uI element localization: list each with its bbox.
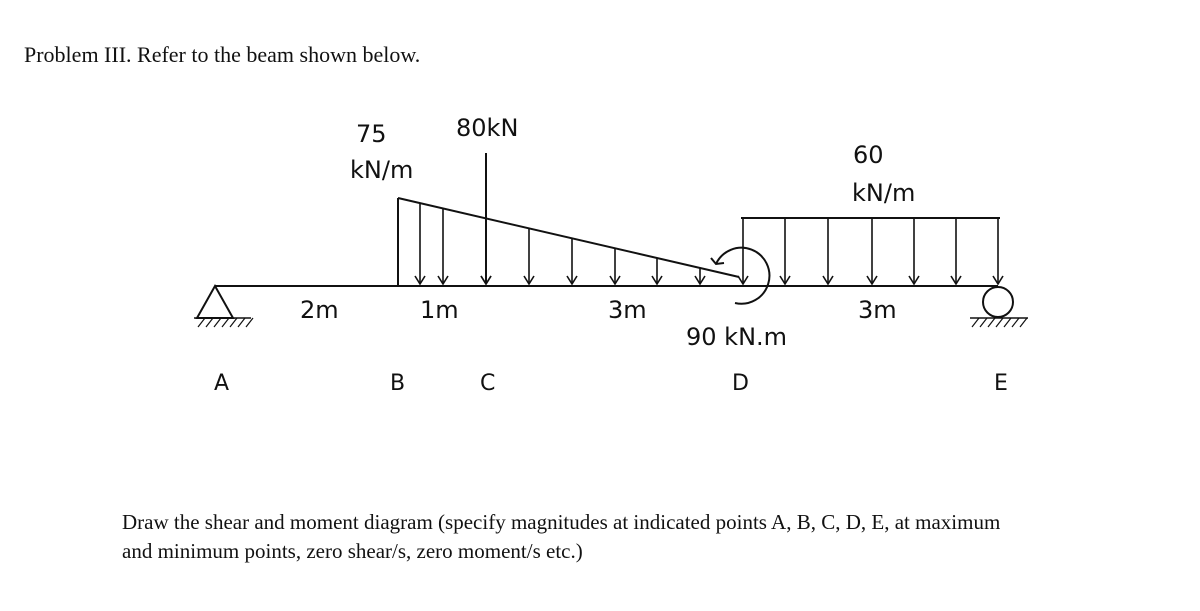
- left-load-value-label: 75: [356, 120, 387, 148]
- point-label-d: D: [732, 371, 749, 396]
- moment-arrow: [711, 248, 769, 304]
- uniform-distributed-load: [741, 218, 1000, 284]
- problem-instructions: [122, 508, 1182, 566]
- point-label-e: E: [994, 371, 1008, 396]
- span-label-de: 3m: [858, 296, 897, 324]
- span-label-cd: 3m: [608, 296, 647, 324]
- pin-support-a: [194, 286, 253, 327]
- moment-label: 90 kN.m: [686, 323, 788, 351]
- instructions-line-1: Draw the shear and moment diagram (specify magnitudes at indicated points A, B, C, D, E, at maximum: [122, 510, 1001, 534]
- point-label-c: C: [480, 371, 496, 396]
- point-load-label: 80kN: [456, 114, 519, 142]
- right-load-value-label: 60: [853, 141, 884, 169]
- right-load-unit-label: kN/m: [852, 179, 916, 207]
- left-load-unit-label: kN/m: [350, 156, 414, 184]
- instructions-line-2: and minimum points, zero shear/s, zero moment/s etc.): [122, 539, 583, 563]
- span-label-bc: 1m: [420, 296, 459, 324]
- point-label-a: A: [214, 371, 230, 396]
- roller-support-e: [970, 287, 1028, 327]
- span-label-ab: 2m: [300, 296, 339, 324]
- triangular-distributed-load: [398, 198, 739, 286]
- point-label-b: B: [390, 371, 406, 396]
- problem-title: Problem III. Refer to the beam shown below.: [24, 42, 421, 67]
